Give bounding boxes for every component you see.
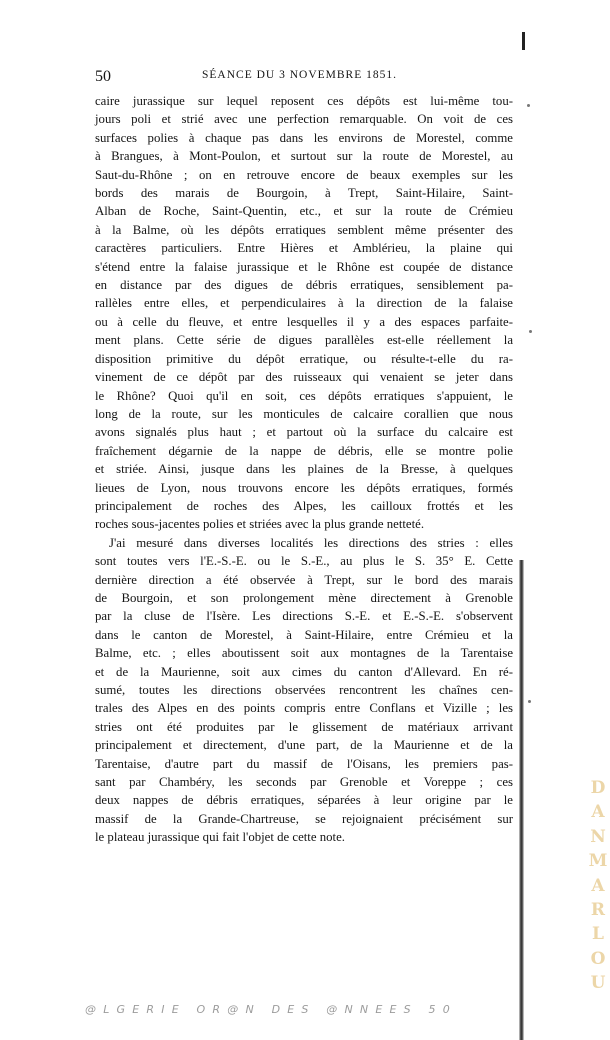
text-line: disposition primitive du dépôt erratique, ou résulte-t-elle du ra- bbox=[95, 351, 513, 366]
text-line: surfaces polies à chaque pas dans les environs de Morestel, comme bbox=[95, 130, 513, 145]
watermark-letter: D bbox=[590, 778, 606, 798]
text-line: ou à celle du fleuve, et entre lesquelles il y a des espaces parfaite- bbox=[95, 314, 513, 329]
watermark-letter: M bbox=[588, 851, 608, 872]
text-line: caire jurassique sur lequel reposent ces dépôts est lui-même tou- bbox=[95, 94, 513, 108]
watermark-letter: L bbox=[592, 924, 604, 945]
text-line: par la cluse de l'Isère. Les directions S.-E. et E.-S.-E. s'observent bbox=[95, 609, 513, 624]
watermark-vertical-text bbox=[588, 776, 608, 996]
text-line: à la Balme, où les dépôts erratiques semblent même présenter des bbox=[95, 222, 513, 237]
running-title: SÉANCE DU 3 NOVEMBRE 1851. bbox=[202, 69, 397, 81]
page-header bbox=[95, 68, 515, 88]
text-line: deux nappes de débris erratiques, séparées à leur origine par le bbox=[95, 793, 513, 808]
text-line: et de la Maurienne, soit aux cimes du canton d'Allevard. En ré- bbox=[95, 664, 513, 679]
text-line: et striée. Ainsi, jusque dans les plaines de la Bresse, à quelques bbox=[95, 462, 513, 477]
page-number: 50 bbox=[95, 68, 111, 85]
text-line: roches sous-jacentes polies et striées avec la plus grande netteté. bbox=[95, 517, 425, 532]
scan-speck bbox=[528, 700, 531, 703]
text-line: dernière direction a été observée à Trept, sur le bord des marais bbox=[95, 572, 513, 587]
text-line: sant par Chambéry, les seconds par Grenoble et Voreppe ; ces bbox=[95, 775, 513, 790]
text-line: stries ont été produites par le glissement de matériaux arrivant bbox=[95, 719, 513, 734]
text-line: vinement de ce dépôt par des ruisseaux qui venaient se jeter dans bbox=[95, 370, 513, 385]
text-line: Alban de Roche, Saint-Quentin, etc., et sur la route de Crémieu bbox=[95, 204, 513, 219]
text-line: trales des Alpes en des points compris entre Conflans et Vizille ; les bbox=[95, 701, 513, 716]
text-line: Tarentaise, d'autre part du massif de l'Oisans, les premiers pas- bbox=[95, 756, 513, 771]
text-line: jours poli et strié avec une perfection remarquable. On voit de ces bbox=[95, 112, 513, 127]
text-line: rallèles entre elles, et perpendiculaires à la direction de la falaise bbox=[95, 296, 513, 311]
watermark-letter: A bbox=[591, 875, 605, 896]
text-line: sumé, toutes les directions observées rencontrent les chaînes cen- bbox=[95, 683, 513, 697]
text-line: lieues de Lyon, nous trouvons encore les dépôts erratiques, formés bbox=[95, 480, 513, 495]
text-line: caractères particuliers. Entre Hières et Amblérieu, la plaine qui bbox=[95, 241, 513, 256]
text-line: s'étend entre la falaise jurassique et le Rhône est coupée de distance bbox=[95, 259, 513, 274]
watermark-letter: O bbox=[590, 948, 606, 969]
watermark-letter: A bbox=[591, 802, 605, 823]
text-line: J'ai mesuré dans diverses localités les directions des stries : elles bbox=[109, 535, 513, 550]
watermark-letter: U bbox=[590, 973, 606, 994]
scan-speck bbox=[529, 330, 532, 333]
text-line: le Rhône? Quoi qu'il en soit, ces dépôts erratiques s'appuient, le bbox=[95, 388, 513, 403]
watermark-letter: R bbox=[590, 900, 606, 921]
text-line: ment plans. Cette série de digues parallèles est-elle réellement la bbox=[95, 333, 513, 348]
scan-artifact-mark bbox=[522, 32, 525, 50]
text-line: principalement de roches des Alpes, les cailloux frottés et les bbox=[95, 498, 513, 513]
text-line: de Bourgoin, et son prolongement mène directement à Grenoble bbox=[95, 590, 513, 605]
text-line: avons signalés plus haut ; et partout où la surface du calcaire est bbox=[95, 425, 513, 440]
text-line: à Brangues, à Mont-Poulon, et surtout sur la route de Morestel, au bbox=[95, 149, 513, 164]
scan-speck bbox=[527, 104, 530, 107]
text-line: sont toutes vers l'E.-S.-E. ou le S.-E., au plus le S. 35° E. Cette bbox=[95, 554, 513, 569]
text-line: Balme, etc. ; elles aboutissent soit aux montagnes de la Tarentaise bbox=[95, 646, 513, 661]
text-line: long de la route, sur les monticules de calcaire corallien que nous bbox=[95, 406, 513, 421]
watermark-letter: N bbox=[590, 826, 606, 847]
text-line: Saut-du-Rhône ; on en retrouve encore de beaux exemples sur les bbox=[95, 167, 513, 182]
text-line: en distance par des digues de débris erratiques, sensiblement pa- bbox=[95, 278, 513, 293]
body-text bbox=[95, 92, 513, 847]
text-line: bords des marais de Bourgoin, à Trept, Saint-Hilaire, Saint- bbox=[95, 186, 513, 201]
text-line: principalement et directement, d'une part, de la Maurienne et de la bbox=[95, 738, 513, 753]
text-line: massif de la Grande-Chartreuse, se rejoignaient précisément sur bbox=[95, 811, 513, 826]
text-line: fraîchement dégarnie de la nappe de débris, elle se montre polie bbox=[95, 443, 513, 458]
footer-watermark: @LGERIE OR@N DES @NNEES 50 bbox=[85, 1003, 457, 1016]
text-line: dans le canton de Morestel, à Saint-Hilaire, entre Crémieu et la bbox=[95, 627, 513, 642]
scan-page-edge bbox=[519, 560, 524, 1040]
text-line: le plateau jurassique qui fait l'objet de cette note. bbox=[95, 830, 345, 845]
